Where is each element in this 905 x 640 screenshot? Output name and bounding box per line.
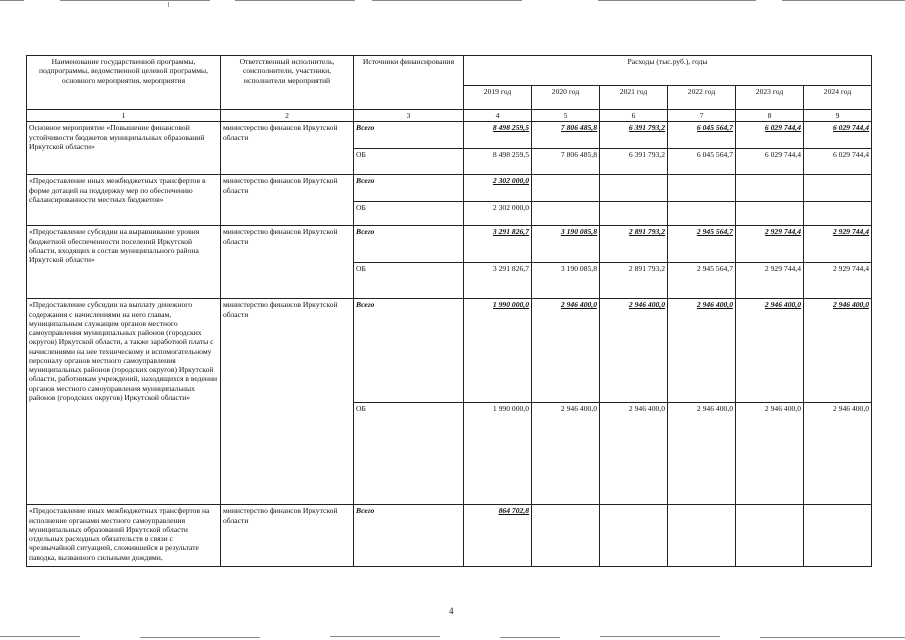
total-value: [600, 505, 668, 567]
row-name: Основное мероприятие «Повышение финансовой устойчивости бюджетов муниципальных образований Иркутской области»: [27, 122, 221, 175]
total-value: 6 029 744,4: [736, 122, 804, 149]
scan-line-bottom: [0, 636, 80, 637]
scan-line-top: [0, 0, 24, 1]
ob-value: 2 302 000,0: [464, 202, 532, 226]
source-ob-label: ОБ: [354, 202, 464, 226]
total-value: [804, 505, 872, 567]
total-value: 2 929 744,4: [736, 226, 804, 263]
ob-value: [736, 202, 804, 226]
total-value: 2 946 400,0: [804, 299, 872, 403]
ob-value: 2 946 400,0: [600, 403, 668, 505]
source-ob-label: ОБ: [354, 149, 464, 175]
row-executor: министерство финансов Иркутской области: [221, 299, 354, 505]
source-total-label: Всего: [354, 122, 464, 149]
ob-value: 2 945 564,7: [668, 263, 736, 299]
row-name: «Предоставление иных межбюджетных трансфертов на исполнение органами местного самоуправления муниципальных образований Иркутской области отдельных расходных обязательств в связи с чрезвычайной ситуацией, сложившейся в результате паводка, вызванного сильными дождями,: [27, 505, 221, 567]
scan-line-bottom: [330, 636, 440, 637]
scan-line-top: [372, 0, 522, 1]
total-value: 1 990 000,0: [464, 299, 532, 403]
ob-value: 1 990 000,0: [464, 403, 532, 505]
column-number: 5: [532, 110, 600, 122]
column-number: 1: [27, 110, 221, 122]
row-executor: министерство финансов Иркутской области: [221, 122, 354, 175]
total-value: [736, 175, 804, 202]
budget-table: [26, 55, 872, 567]
ob-value: 2 929 744,4: [804, 263, 872, 299]
ob-value: 7 806 485,8: [532, 149, 600, 175]
row-executor: министерство финансов Иркутской области: [221, 175, 354, 226]
total-value: 2 302 000,0: [464, 175, 532, 202]
ob-value: [804, 202, 872, 226]
ob-value: 6 391 793,2: [600, 149, 668, 175]
ob-value: [668, 202, 736, 226]
total-value: 6 029 744,4: [804, 122, 872, 149]
total-value: 6 391 793,2: [600, 122, 668, 149]
header-program-name: Наименование государственной программы, подпрограммы, ведомственной целевой программы, основного мероприятия, мероприятия: [27, 56, 221, 110]
total-value: [736, 505, 804, 567]
header-year-2021: 2021 год: [600, 86, 668, 110]
ob-value: 8 498 259,5: [464, 149, 532, 175]
source-ob-label: ОБ: [354, 263, 464, 299]
total-value: 2 946 400,0: [600, 299, 668, 403]
total-value: 2 891 793,2: [600, 226, 668, 263]
column-number: 2: [221, 110, 354, 122]
source-total-label: Всего: [354, 226, 464, 263]
scan-line-bottom: [500, 637, 560, 638]
ob-value: 3 190 085,8: [532, 263, 600, 299]
row-executor: министерство финансов Иркутской области: [221, 226, 354, 299]
total-value: 2 946 400,0: [736, 299, 804, 403]
ob-value: 3 291 826,7: [464, 263, 532, 299]
total-value: 2 929 744,4: [804, 226, 872, 263]
ob-value: 2 946 400,0: [532, 403, 600, 505]
ob-value: 2 946 400,0: [736, 403, 804, 505]
ob-value: 2 946 400,0: [668, 403, 736, 505]
total-value: 2 946 400,0: [668, 299, 736, 403]
ob-value: 6 029 744,4: [736, 149, 804, 175]
ob-value: [600, 202, 668, 226]
ob-value: 2 891 793,2: [600, 263, 668, 299]
scan-line-bottom: [600, 636, 720, 637]
row-name: «Предоставление субсидии на выплату денежного содержания с начислениями на него главам, муниципальным служащим органов местного самоуправления муниципальных районов (городских округов) Иркутской области, а также заработной платы с начислениями на нее техническому и вспомогательному персоналу органов местного самоуправления муниципальных районов (городских округов) Иркутской области, работникам учреждений, находящихся в ведении органов местного самоуправления муниципальных районов (городских округов) Иркутской области»: [27, 299, 221, 505]
total-value: [668, 505, 736, 567]
source-ob-label: ОБ: [354, 403, 464, 505]
total-value: 2 946 400,0: [532, 299, 600, 403]
total-value: 3 291 826,7: [464, 226, 532, 263]
ob-value: 2 929 744,4: [736, 263, 804, 299]
column-number: 9: [804, 110, 872, 122]
header-executor: Ответственный исполнитель, соисполнители, участники, исполнители мероприятий: [221, 56, 354, 110]
header-year-2023: 2023 год: [736, 86, 804, 110]
total-value: [532, 175, 600, 202]
header-year-2024: 2024 год: [804, 86, 872, 110]
ob-value: 6 045 564,7: [668, 149, 736, 175]
scan-line-top: [782, 0, 905, 1]
total-value: [600, 175, 668, 202]
scan-line-top: [235, 0, 355, 1]
column-number: 7: [668, 110, 736, 122]
row-executor: министерство финансов Иркутской области: [221, 505, 354, 567]
total-value: 2 945 564,7: [668, 226, 736, 263]
scan-line-top: [60, 0, 210, 1]
scan-line-top: [598, 0, 756, 1]
scan-line-bottom: [760, 637, 905, 638]
total-value: 3 190 085,8: [532, 226, 600, 263]
header-expenses: Расходы (тыс.руб.), годы: [464, 56, 872, 86]
column-number: 6: [600, 110, 668, 122]
total-value: 6 045 564,7: [668, 122, 736, 149]
column-number: 4: [464, 110, 532, 122]
total-value: 7 806 485,8: [532, 122, 600, 149]
total-value: [668, 175, 736, 202]
ob-value: 2 946 400,0: [804, 403, 872, 505]
header-year-2020: 2020 год: [532, 86, 600, 110]
header-year-2019: 2019 год: [464, 86, 532, 110]
total-value: 864 702,8: [464, 505, 532, 567]
column-number: 3: [354, 110, 464, 122]
source-total-label: Всего: [354, 299, 464, 403]
row-name: «Предоставление субсидии на выравнивание уровня бюджетной обеспеченности поселений Иркутской области, входящих в состав муниципального района Иркутской области»: [27, 226, 221, 299]
header-year-2022: 2022 год: [668, 86, 736, 110]
row-name: «Предоставление иных межбюджетных трансфертов в форме дотаций на поддержку мер по обеспечению сбалансированности местных бюджетов»: [27, 175, 221, 226]
column-number: 8: [736, 110, 804, 122]
scan-line-bottom: [140, 637, 260, 638]
total-value: [532, 505, 600, 567]
total-value: 8 498 259,5: [464, 122, 532, 149]
source-total-label: Всего: [354, 175, 464, 202]
header-funding-source: Источники финансирования: [354, 56, 464, 110]
page-number: 4: [449, 606, 454, 616]
total-value: [804, 175, 872, 202]
ob-value: [532, 202, 600, 226]
scan-mark: [168, 2, 169, 7]
source-total-label: Всего: [354, 505, 464, 567]
ob-value: 6 029 744,4: [804, 149, 872, 175]
